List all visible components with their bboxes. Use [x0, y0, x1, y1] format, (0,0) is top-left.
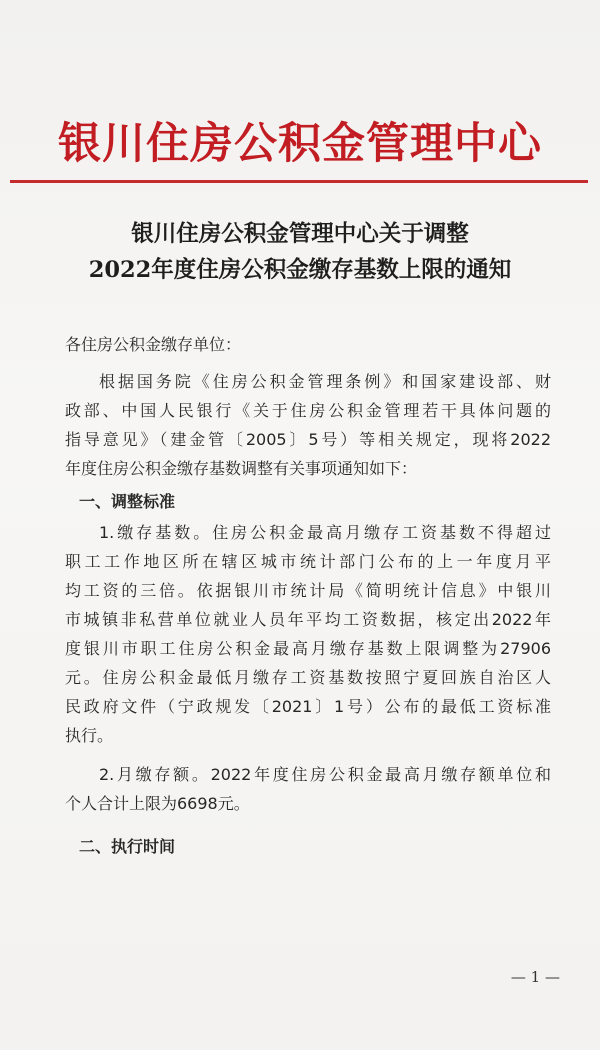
item-1-line: 职工工作地区所在辖区城市统计部门公布的上一年度月平: [65, 552, 551, 571]
item-1-line: 民政府文件（宁政规发〔2021〕1号）公布的最低工资标准: [65, 697, 551, 716]
item-1-line: 1.缴存基数。住房公积金最高月缴存工资基数不得超过: [99, 523, 551, 542]
item-2-line: 2.月缴存额。2022年度住房公积金最高月缴存额单位和: [99, 765, 551, 784]
intro-line: 根据国务院《住房公积金管理条例》和国家建设部、财: [99, 372, 551, 391]
item-2-line: 个人合计上限为6698元。: [65, 794, 250, 813]
item-1-line: 执行。: [65, 726, 114, 745]
greeting: 各住房公积金缴存单位：: [65, 335, 242, 354]
notice-title-line-1: 银川住房公积金管理中心关于调整: [131, 221, 469, 247]
page-number: — 1 —: [510, 968, 560, 986]
section-2-heading: 二、执行时间: [79, 837, 176, 856]
item-1-line: 度银川市职工住房公积金最高月缴存基数上限调整为27906: [65, 639, 551, 658]
item-2-paragraph: [65, 760, 551, 818]
notice-title-line-2: 2022年度住房公积金缴存基数上限的通知: [88, 257, 512, 283]
intro-paragraph: [65, 367, 551, 483]
item-1-line: 均工资的三倍。依据银川市统计局《简明统计信息》中银川: [65, 581, 551, 600]
notice-body: [65, 330, 551, 863]
intro-line: 指导意见》（建金管〔2005〕5号）等相关规定，现将2022: [65, 430, 551, 449]
item-1-line: 市城镇非私营单位就业人员年平均工资数据，核定出2022年: [65, 610, 551, 629]
intro-line: 年度住房公积金缴存基数调整有关事项通知如下：: [65, 459, 418, 478]
item-1-paragraph: [65, 518, 551, 750]
notice-title: [0, 216, 600, 288]
org-header: 银川住房公积金管理中心: [58, 119, 542, 169]
item-1-line: 元。住房公积金最低月缴存工资基数按照宁夏回族自治区人: [65, 668, 551, 687]
section-1-heading: 一、调整标准: [79, 492, 176, 511]
intro-line: 政部、中国人民银行《关于住房公积金管理若干具体问题的: [65, 401, 551, 420]
red-divider-line: [10, 180, 588, 183]
